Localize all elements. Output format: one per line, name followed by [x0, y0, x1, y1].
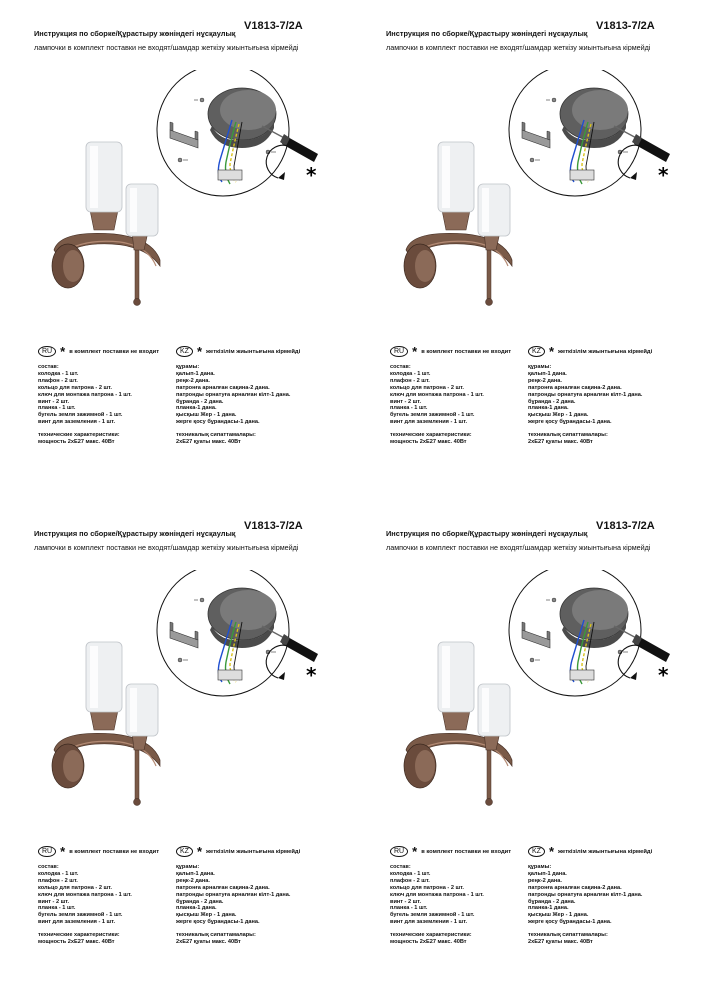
list-item: реңк-2 дана. — [176, 877, 210, 884]
model-number: V1813-7/2A — [244, 520, 303, 532]
assembly-drawing — [372, 70, 672, 330]
list-item: винт - 2 шт. — [390, 398, 422, 405]
mounting-detail — [157, 570, 318, 696]
ru-legend — [38, 343, 160, 359]
rotation-arrowhead-icon — [630, 172, 637, 180]
kz-contents — [528, 364, 698, 446]
instruction-title: Инструкция по сборке/Құрастыру жөніндегі нұсқаулық — [386, 29, 588, 38]
mounting-detail — [157, 70, 318, 196]
ru-star: * — [412, 343, 418, 359]
ru-badge: RU — [390, 346, 408, 357]
kz-star: * — [548, 343, 555, 359]
terminal-block — [218, 670, 242, 680]
lamp-cup — [90, 210, 118, 230]
list-item: планка-1 дана. — [176, 905, 217, 912]
list-item: патронға арналған сақина-2 дана. — [528, 884, 622, 891]
model-number: V1813-7/2A — [596, 520, 655, 532]
kz-specs-title: техникалық сипаттамалары: — [176, 932, 256, 939]
kz-specs-title: техникалық сипаттамалары: — [528, 932, 608, 939]
model-number: V1813-7/2A — [244, 20, 303, 32]
detail-star: * — [306, 663, 317, 687]
bulbs-not-included-note: лампочки в комплект поставки не входят/шамдар жеткізу жиынтығына кірмейді — [386, 43, 651, 52]
terminal-block — [570, 170, 594, 180]
kz-contents-title: құрамы: — [176, 364, 200, 370]
kz-specs-title: техникалық сипаттамалары: — [528, 432, 608, 439]
rotation-arrowhead-icon — [278, 172, 285, 180]
instruction-panel — [20, 520, 360, 1000]
instruction-header — [34, 20, 344, 52]
list-item: винт - 2 шт. — [390, 898, 422, 905]
list-item: планка-1 дана. — [528, 405, 569, 412]
ru-not-included-note: в комплект поставки не входит — [421, 348, 512, 355]
list-item: ключ для монтажа патрона - 1 шт. — [38, 891, 132, 898]
kz-not-included-note: жеткізілім жиынтығына кірмейді — [206, 348, 301, 355]
list-item: қысқыш Жер - 1 дана. — [528, 412, 589, 419]
kz-badge: KZ — [528, 346, 545, 357]
ru-badge: RU — [38, 846, 56, 857]
list-item: бұранда - 2 дана. — [176, 898, 224, 905]
list-item: колодка - 1 шт. — [390, 370, 431, 377]
list-item: жерге қосу бұрандасы-1 дана. — [528, 919, 612, 926]
ru-contents-title: состав: — [390, 864, 411, 870]
list-item: патронды орнатуға арналған кілт-1 дана. — [176, 891, 291, 898]
list-item: қалып-1 дана. — [528, 370, 567, 377]
mounting-detail — [509, 70, 670, 196]
ru-not-included-note: в комплект поставки не входит — [421, 848, 512, 855]
list-item: бугель земля зажимной - 1 шт. — [38, 912, 123, 919]
terminal-block — [218, 170, 242, 180]
ru-not-included-note: в комплект поставки не входит — [69, 348, 160, 355]
list-item: бұранда - 2 дана. — [176, 398, 224, 405]
list-item: реңк-2 дана. — [176, 377, 210, 384]
list-item: колодка - 1 шт. — [38, 370, 79, 377]
list-item: планка - 1 шт. — [390, 905, 428, 912]
list-item: винт - 2 шт. — [38, 898, 70, 905]
wall-lamp — [52, 642, 160, 806]
list-item: кольцо для патрона - 2 шт. — [38, 884, 112, 891]
ru-specs: мощность 2хE27 макс. 40Вт — [38, 439, 115, 446]
list-item: қалып-1 дана. — [528, 870, 567, 877]
ru-specs-title: технические характеристики: — [390, 432, 472, 439]
list-item: винт - 2 шт. — [38, 398, 70, 405]
kz-legend — [528, 343, 653, 359]
instruction-header — [386, 520, 696, 552]
ru-specs: мощность 2хE27 макс. 40Вт — [38, 939, 115, 946]
lamp-stem — [487, 750, 491, 802]
bulbs-not-included-note: лампочки в комплект поставки не входят/шамдар жеткізу жиынтығына кірмейді — [34, 43, 299, 52]
ru-star: * — [60, 843, 66, 859]
list-item: жерге қосу бұрандасы-1 дана. — [176, 919, 260, 926]
list-item: қалып-1 дана. — [176, 870, 215, 877]
list-item: қалып-1 дана. — [176, 370, 215, 377]
detail-star: * — [658, 163, 669, 187]
list-item: ключ для монтажа патрона - 1 шт. — [390, 391, 484, 398]
list-item: планка - 1 шт. — [38, 405, 76, 412]
wall-plate-face — [220, 590, 276, 630]
instruction-title: Инструкция по сборке/Құрастыру жөніндегі нұсқаулық — [34, 529, 236, 538]
lamp-cup — [442, 710, 470, 730]
rotation-arrowhead-icon — [278, 672, 285, 680]
list-item: колодка - 1 шт. — [38, 870, 79, 877]
wall-plate-face — [572, 90, 628, 130]
list-item: патронға арналған сақина-2 дана. — [528, 384, 622, 391]
bulbs-not-included-note: лампочки в комплект поставки не входят/шамдар жеткізу жиынтығына кірмейді — [34, 543, 299, 552]
wall-plate-face — [220, 90, 276, 130]
kz-contents-title: құрамы: — [528, 864, 552, 870]
list-item: реңк-2 дана. — [528, 877, 562, 884]
ru-specs-title: технические характеристики: — [38, 932, 120, 939]
ru-not-included-note: в комплект поставки не входит — [69, 848, 160, 855]
list-item: қысқыш Жер - 1 дана. — [176, 912, 237, 919]
list-item: плафон - 2 шт. — [390, 377, 430, 384]
ru-legend — [38, 843, 160, 859]
list-item: бугель земля зажимной - 1 шт. — [390, 912, 475, 919]
kz-legend — [176, 843, 301, 859]
detail-star: * — [306, 163, 317, 187]
list-item: плафон - 2 шт. — [38, 877, 78, 884]
kz-specs-title: техникалық сипаттамалары: — [176, 432, 256, 439]
list-item: бұранда - 2 дана. — [528, 898, 576, 905]
kz-badge: KZ — [176, 346, 193, 357]
list-item: ключ для монтажа патрона - 1 шт. — [390, 891, 484, 898]
list-item: плафон - 2 шт. — [38, 377, 78, 384]
list-item: колодка - 1 шт. — [390, 870, 431, 877]
wall-lamp — [404, 142, 512, 306]
list-item: патронды орнатуға арналған кілт-1 дана. — [176, 391, 291, 398]
terminal-block — [570, 670, 594, 680]
kz-contents-title: құрамы: — [528, 364, 552, 370]
kz-star: * — [196, 343, 203, 359]
list-item: кольцо для патрона - 2 шт. — [390, 384, 464, 391]
kz-specs: 2хE27 қуаты макс. 40Вт — [528, 439, 593, 446]
lamp-cup — [442, 210, 470, 230]
list-item: планка - 1 шт. — [390, 405, 428, 412]
list-item: реңк-2 дана. — [528, 377, 562, 384]
ru-contents-title: состав: — [390, 364, 411, 370]
kz-contents — [176, 364, 346, 446]
assembly-drawing — [372, 570, 672, 830]
ru-badge: RU — [38, 346, 56, 357]
list-item: кольцо для патрона - 2 шт. — [390, 884, 464, 891]
instruction-header — [34, 520, 344, 552]
list-item: винт для заземления - 1 шт. — [38, 419, 116, 426]
list-item: планка-1 дана. — [528, 905, 569, 912]
list-item: патронға арналған сақина-2 дана. — [176, 384, 270, 391]
ru-contents — [38, 364, 173, 446]
kz-badge: KZ — [528, 846, 545, 857]
list-item: қысқыш Жер - 1 дана. — [176, 412, 237, 419]
ru-badge: RU — [390, 846, 408, 857]
list-item: патронға арналған сақина-2 дана. — [176, 884, 270, 891]
instruction-panel — [372, 20, 707, 500]
kz-legend — [176, 343, 301, 359]
wall-plate-face — [572, 590, 628, 630]
bulbs-not-included-note: лампочки в комплект поставки не входят/шамдар жеткізу жиынтығына кірмейді — [386, 543, 651, 552]
ru-contents — [390, 864, 525, 946]
instruction-title: Инструкция по сборке/Құрастыру жөніндегі нұсқаулық — [386, 529, 588, 538]
list-item: патронды орнатуға арналған кілт-1 дана. — [528, 891, 643, 898]
kz-contents — [176, 864, 346, 946]
ru-legend — [390, 843, 512, 859]
mounting-detail — [509, 570, 670, 696]
kz-legend — [528, 843, 653, 859]
ru-contents-title: состав: — [38, 364, 59, 370]
kz-specs: 2хE27 қуаты макс. 40Вт — [176, 939, 241, 946]
kz-not-included-note: жеткізілім жиынтығына кірмейді — [206, 848, 301, 855]
list-item: бұранда - 2 дана. — [528, 398, 576, 405]
ru-contents — [38, 864, 173, 946]
ru-star: * — [60, 343, 66, 359]
list-item: бугель земля зажимной - 1 шт. — [38, 412, 123, 419]
wall-lamp — [404, 642, 512, 806]
kz-specs: 2хE27 қуаты макс. 40Вт — [176, 439, 241, 446]
kz-star: * — [196, 843, 203, 859]
rotation-arrowhead-icon — [630, 672, 637, 680]
list-item: винт для заземления - 1 шт. — [390, 919, 468, 926]
kz-contents-title: құрамы: — [176, 864, 200, 870]
list-item: планка - 1 шт. — [38, 905, 76, 912]
list-item: плафон - 2 шт. — [390, 877, 430, 884]
list-item: винт для заземления - 1 шт. — [390, 419, 468, 426]
list-item: винт для заземления - 1 шт. — [38, 919, 116, 926]
list-item: бугель земля зажимной - 1 шт. — [390, 412, 475, 419]
list-item: планка-1 дана. — [176, 405, 217, 412]
ru-specs-title: технические характеристики: — [390, 932, 472, 939]
kz-badge: KZ — [176, 846, 193, 857]
lamp-stem — [487, 250, 491, 302]
instruction-panel — [20, 20, 360, 500]
kz-specs: 2хE27 қуаты макс. 40Вт — [528, 939, 593, 946]
ru-legend — [390, 343, 512, 359]
lamp-stem — [135, 750, 139, 802]
kz-not-included-note: жеткізілім жиынтығына кірмейді — [558, 348, 653, 355]
assembly-drawing — [20, 570, 320, 830]
instruction-panel — [372, 520, 707, 1000]
instruction-header — [386, 20, 696, 52]
lamp-cup — [90, 710, 118, 730]
assembly-drawing — [20, 70, 320, 330]
list-item: жерге қосу бұрандасы-1 дана. — [528, 419, 612, 426]
detail-star: * — [658, 663, 669, 687]
instruction-title: Инструкция по сборке/Құрастыру жөніндегі нұсқаулық — [34, 29, 236, 38]
wall-lamp — [52, 142, 160, 306]
lamp-stem — [135, 250, 139, 302]
ru-specs-title: технические характеристики: — [38, 432, 120, 439]
kz-contents — [528, 864, 698, 946]
list-item: ключ для монтажа патрона - 1 шт. — [38, 391, 132, 398]
list-item: қысқыш Жер - 1 дана. — [528, 912, 589, 919]
ru-contents — [390, 364, 525, 446]
ru-specs: мощность 2хE27 макс. 40Вт — [390, 939, 467, 946]
ru-specs: мощность 2хE27 макс. 40Вт — [390, 439, 467, 446]
kz-not-included-note: жеткізілім жиынтығына кірмейді — [558, 848, 653, 855]
list-item: жерге қосу бұрандасы-1 дана. — [176, 419, 260, 426]
ru-contents-title: состав: — [38, 864, 59, 870]
ru-star: * — [412, 843, 418, 859]
kz-star: * — [548, 843, 555, 859]
model-number: V1813-7/2A — [596, 20, 655, 32]
list-item: кольцо для патрона - 2 шт. — [38, 384, 112, 391]
list-item: патронды орнатуға арналған кілт-1 дана. — [528, 391, 643, 398]
